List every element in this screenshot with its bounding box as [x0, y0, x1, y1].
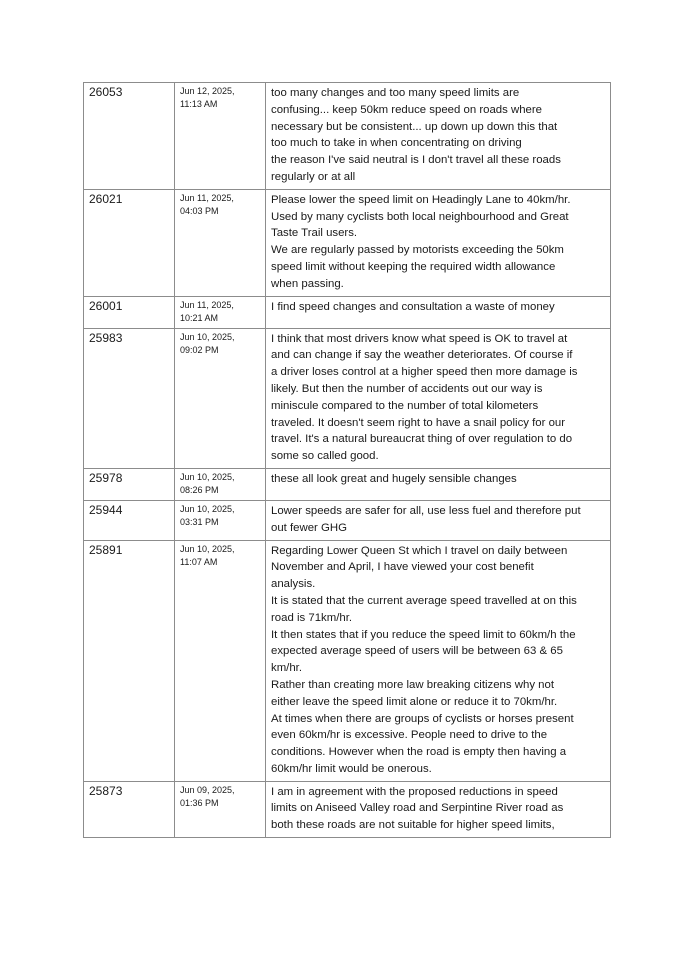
- table-row: [84, 83, 611, 190]
- comment-line: I think that most drivers know what speed is OK to travel at: [271, 332, 568, 345]
- response-id: 25978: [84, 468, 175, 500]
- response-date: [175, 500, 266, 540]
- comment-line: conditions. However when the road is empty then having a: [271, 746, 567, 759]
- response-id: 26001: [84, 296, 175, 328]
- comment-line: It is stated that the current average speed travelled at on this: [271, 594, 577, 607]
- comment-line: when passing.: [271, 277, 344, 290]
- response-date: [175, 83, 266, 190]
- response-comment: [266, 328, 611, 468]
- table-row: [84, 468, 611, 500]
- comment-line: Taste Trail users.: [271, 227, 358, 240]
- comment-line: some so called good.: [271, 450, 379, 463]
- comment-line: Regarding Lower Queen St which I travel on daily between: [271, 544, 568, 557]
- comment-line: expected average speed of users will be between 63 & 65: [271, 645, 563, 658]
- response-comment: [266, 296, 611, 328]
- comment-line: a driver loses control at a higher speed then more damage is: [271, 366, 578, 379]
- date-line: Jun 10, 2025,: [180, 331, 235, 342]
- date-line: Jun 10, 2025,: [180, 543, 235, 554]
- response-id: 25944: [84, 500, 175, 540]
- responses-table: [83, 82, 611, 838]
- comment-line: Used by many cyclists both local neighbourhood and Great: [271, 210, 569, 223]
- response-date: [175, 540, 266, 781]
- response-date: [175, 781, 266, 837]
- response-id: 26021: [84, 189, 175, 296]
- response-comment: [266, 83, 611, 190]
- response-date: [175, 189, 266, 296]
- response-comment: [266, 540, 611, 781]
- comment-line: the reason I've said neutral is I don't travel all these roads: [271, 154, 561, 167]
- comment-line: even 60km/hr is excessive. People need to drive to the: [271, 729, 548, 742]
- response-id: 26053: [84, 83, 175, 190]
- response-id: 25891: [84, 540, 175, 781]
- comment-line: traveled. It doesn't seem right to have a snail policy for our: [271, 416, 566, 429]
- comment-line: November and April, I have viewed your cost benefit: [271, 561, 534, 574]
- comment-line: I am in agreement with the proposed reductions in speed: [271, 785, 558, 798]
- response-id: 25873: [84, 781, 175, 837]
- comment-line: Lower speeds are safer for all, use less fuel and therefore put: [271, 504, 581, 517]
- response-comment: [266, 781, 611, 837]
- response-comment: [266, 500, 611, 540]
- response-comment: [266, 189, 611, 296]
- comment-line: these all look great and hugely sensible changes: [271, 472, 517, 485]
- date-line: Jun 11, 2025,: [180, 192, 234, 203]
- comment-line: 60km/hr limit would be onerous.: [271, 762, 432, 775]
- table-row: [84, 328, 611, 468]
- comment-line: out fewer GHG: [271, 521, 347, 534]
- comment-line: and can change if say the weather deteriorates. Of course if: [271, 349, 573, 362]
- comment-line: too many changes and too many speed limits are: [271, 87, 520, 99]
- date-line: Jun 09, 2025,: [180, 784, 235, 795]
- table-row: [84, 540, 611, 781]
- comment-line: travel. It's a natural bureaucrat thing of over regulation to do: [271, 433, 573, 446]
- comment-line: regularly or at all: [271, 170, 356, 183]
- document-page: [83, 82, 611, 838]
- response-date: [175, 296, 266, 328]
- comment-line: miniscule compared to the number of total kilometers: [271, 399, 539, 412]
- responses-table-body: [84, 83, 611, 838]
- date-line: 11:07 AM: [180, 556, 218, 567]
- comment-line: We are regularly passed by motorists exceeding the 50km: [271, 244, 564, 257]
- date-line: Jun 11, 2025,: [180, 299, 234, 310]
- comment-line: likely. But then the number of accidents out our way is: [271, 382, 543, 395]
- date-line: 08:26 PM: [180, 484, 219, 495]
- comment-line: necessary but be consistent... up down up down this that: [271, 120, 558, 133]
- table-row: [84, 781, 611, 837]
- table-row: [84, 189, 611, 296]
- comment-line: At times when there are groups of cyclists or horses present: [271, 712, 574, 725]
- comment-line: both these roads are not suitable for higher speed limits,: [271, 819, 555, 832]
- comment-line: analysis.: [271, 578, 316, 591]
- date-line: 03:31 PM: [180, 516, 219, 527]
- comment-line: Please lower the speed limit on Headingly Lane to 40km/hr.: [271, 193, 571, 206]
- table-row: [84, 500, 611, 540]
- response-id: 25983: [84, 328, 175, 468]
- comment-line: Rather than creating more law breaking citizens why not: [271, 678, 555, 691]
- date-line: 11:13 AM: [180, 99, 218, 109]
- date-line: 01:36 PM: [180, 797, 219, 808]
- date-line: 04:03 PM: [180, 205, 219, 216]
- date-line: Jun 10, 2025,: [180, 503, 235, 514]
- comment-line: It then states that if you reduce the speed limit to 60km/h the: [271, 628, 576, 641]
- comment-line: either leave the speed limit alone or reduce it to 70km/hr.: [271, 695, 558, 708]
- comment-line: speed limit without keeping the required width allowance: [271, 260, 556, 273]
- comment-line: limits on Aniseed Valley road and Serpintine River road as: [271, 802, 564, 815]
- date-line: 10:21 AM: [180, 312, 219, 323]
- comment-line: confusing... keep 50km reduce speed on roads where: [271, 103, 543, 116]
- date-line: Jun 10, 2025,: [180, 471, 235, 482]
- comment-line: road is 71km/hr.: [271, 611, 353, 624]
- response-comment: [266, 468, 611, 500]
- date-line: Jun 12, 2025,: [180, 86, 235, 96]
- comment-line: km/hr.: [271, 662, 303, 675]
- response-date: [175, 468, 266, 500]
- date-line: 09:02 PM: [180, 344, 219, 355]
- comment-line: I find speed changes and consultation a waste of money: [271, 300, 555, 313]
- comment-line: too much to take in when concentrating on driving: [271, 137, 522, 150]
- table-row: [84, 296, 611, 328]
- response-date: [175, 328, 266, 468]
